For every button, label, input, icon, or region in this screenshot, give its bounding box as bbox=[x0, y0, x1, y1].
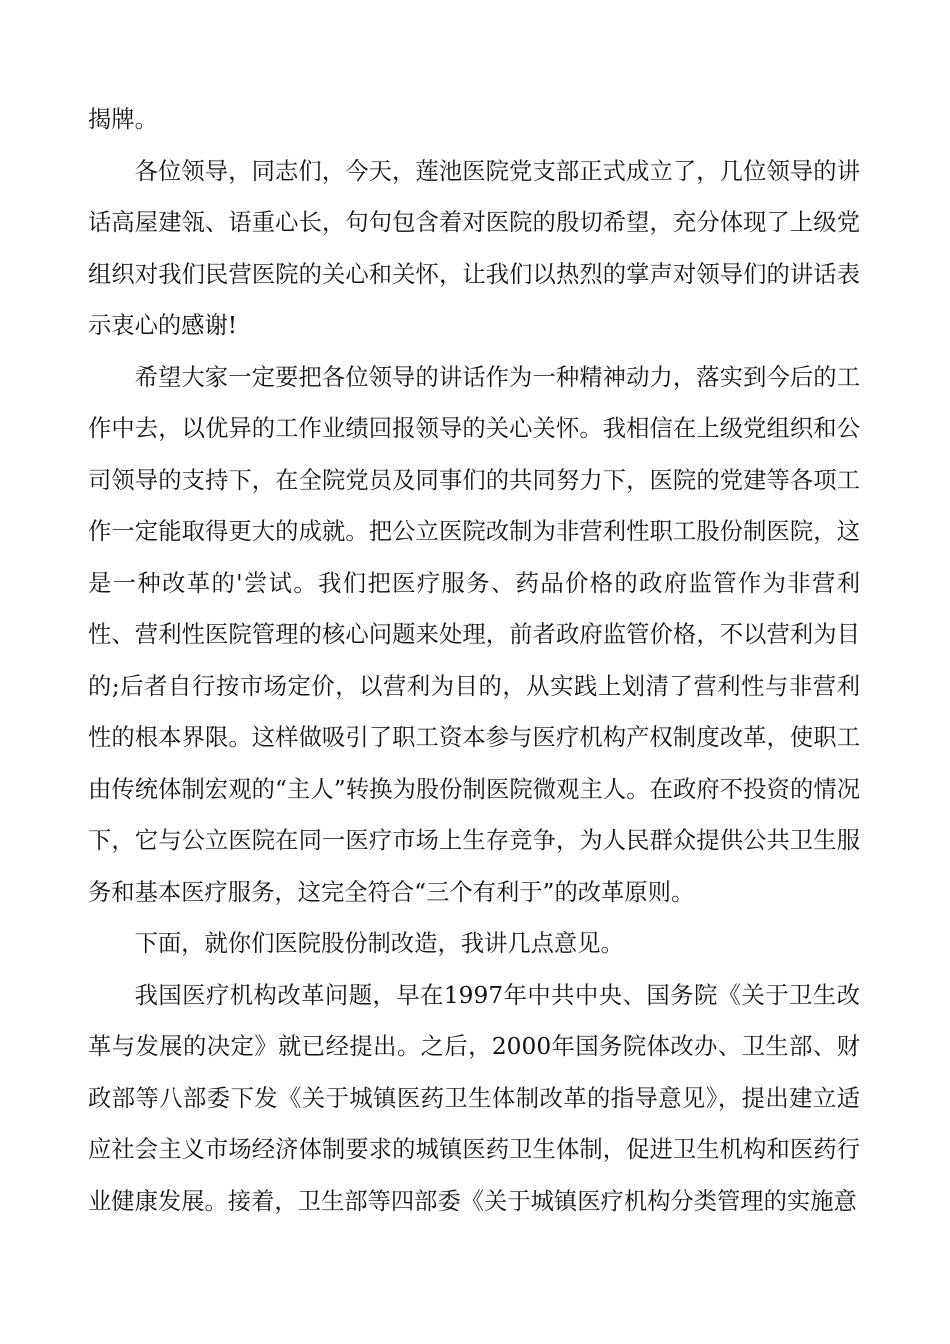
paragraph-opinions-intro: 下面，就你们医院股份制改造，我讲几点意见。 bbox=[134, 930, 624, 957]
paragraph-hope: 希望大家一定要把各位领导的讲话作为一种精神动力，落实到今后的工作中去，以优异的工作业绩回报领导的关心关怀。我相信在上级党组织和公司领导的支持下，在全院党员及同事们的共同努力下，医院的党建等各项工作一定能取得更大的成就。把公立医院改制为非营利性职工股份制医院，这是一种改革的'尝试。我们把医疗服务、药品价格的政府监管作为非营利性、营利性医院管理的核心问题来处理，前者政府监管价格，不以营利为目的;后者自行按市场定价，以营利为目的，从实践上划清了营利性与非营利性的根本界限。这样做吸引了职工资本参与医疗机构产权制度改革，使职工由传统体制宏观的“主人”转换为股份制医院微观主人。在政府不投资的情况下，它与公立医院在同一医疗市场上生存竞争，为人民群众提供公共卫生服务和基本医疗服务，这完全符合“三个有利于”的改革原则。 bbox=[88, 363, 860, 906]
paragraph-thanks: 各位领导，同志们，今天，莲池医院党支部正式成立了，几位领导的讲话高屋建瓴、语重心长，句句包含着对医院的殷切希望，充分体现了上级党组织对我们民营医院的关心和关怀，让我们以热烈的掌声对领导们的讲话表示衷心的感谢! bbox=[88, 157, 860, 339]
document-body bbox=[88, 94, 860, 1227]
paragraph-continuation: 揭牌。 bbox=[88, 106, 158, 133]
paragraph-reform-history: 我国医疗机构改革问题，早在1997年中共中央、国务院《关于卫生改革与发展的决定》就已经提出。之后，2000年国务院体改办、卫生部、财政部等八部委下发《关于城镇医药卫生体制改革的指导意见》，提出建立适应社会主义市场经济体制要求的城镇医药卫生体制，促进卫生机构和医药行业健康发展。接着，卫生部等四部委《关于城镇医疗机构分类管理的实施意 bbox=[88, 981, 860, 1215]
